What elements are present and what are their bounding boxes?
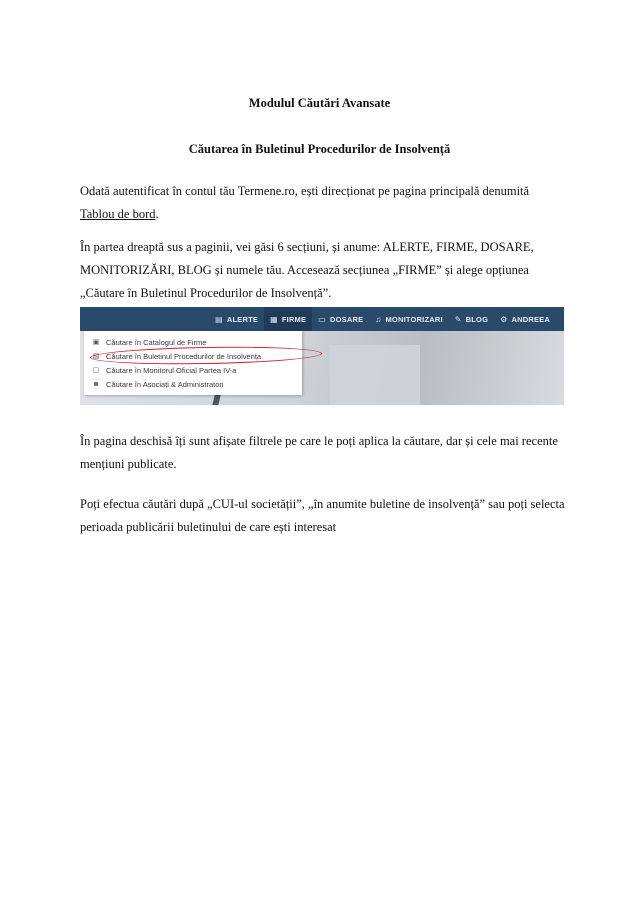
paragraph-1 — [80, 180, 566, 226]
menu-item-label: Căutare în Catalogul de Firme — [106, 337, 207, 347]
paragraph-4: Poți efectua căutări după „CUI-ul societății”, „în anumite buletine de insolvență” sau poți selecta perioada publicării buletinului de care ești interesat — [80, 497, 565, 534]
nav-item-blog[interactable] — [449, 307, 494, 331]
nav-item-user[interactable] — [494, 307, 556, 331]
nav-item-label: FIRME — [281, 314, 307, 324]
nav-item-firme[interactable] — [264, 307, 312, 331]
nav-item-label: ALERTE — [226, 314, 259, 324]
users-icon: ☻ — [92, 380, 100, 388]
pencil-icon: ✎ — [454, 314, 462, 324]
list-icon: ▤ — [215, 314, 223, 324]
gear-icon: ⚙ — [500, 314, 508, 324]
nav-item-monitorizari[interactable] — [369, 307, 448, 331]
dashboard-link[interactable]: Tablou de bord — [80, 207, 156, 221]
nav-item-label: MONITORIZARI — [385, 314, 443, 324]
menu-item-label: Căutare în Asociați & Administratori — [106, 379, 224, 389]
paragraph-1-end: . — [155, 207, 159, 221]
bell-icon: ♫ — [375, 314, 382, 324]
nav-item-label: ANDREEA — [511, 314, 550, 324]
building-icon: ▦ — [270, 314, 278, 324]
menu-item-asociati[interactable] — [84, 377, 302, 391]
navbar — [80, 307, 564, 331]
nav-item-label: BLOG — [465, 314, 489, 324]
screenshot-decor-panel — [330, 345, 420, 405]
menu-item-monitorul-oficial[interactable] — [84, 363, 302, 377]
embedded-screenshot — [80, 307, 564, 405]
folder-icon: ▭ — [318, 314, 326, 324]
document-title: Modulul Căutări Avansate — [248, 96, 391, 110]
document-subtitle: Căutarea în Buletinul Procedurilor de Insolvență — [188, 142, 451, 156]
page-icon: ▢ — [92, 367, 100, 374]
paragraph-2: În partea dreaptă sus a paginii, vei găsi 6 secțiuni, și anume: ALERTE, FIRME, DOSARE, MONITORIZĂRI, BLOG și numele tău. Accesează secțiunea „FIRME” și alege opțiunea „Căutare în Buletinul Procedurilor de Insolvență”. — [80, 240, 534, 300]
menu-item-label: Căutare în Buletinul Procedurilor de Insolvența — [106, 351, 262, 361]
nav-item-dosare[interactable] — [312, 307, 369, 331]
nav-item-alerte[interactable] — [209, 307, 264, 331]
document-icon: ▤ — [92, 353, 100, 360]
book-icon: ▣ — [92, 339, 100, 346]
nav-item-label: DOSARE — [329, 314, 364, 324]
paragraph-1-text: Odată autentificat în contul tău Termene.ro, ești direcționat pe pagina principală denumită — [80, 184, 530, 198]
menu-item-label: Căutare în Monitorul Oficial Partea IV-a — [106, 365, 237, 375]
paragraph-3: În pagina deschisă îți sunt afișate filtrele pe care le poți aplica la căutare, dar și cele mai recente mențiuni publicate. — [80, 434, 558, 471]
